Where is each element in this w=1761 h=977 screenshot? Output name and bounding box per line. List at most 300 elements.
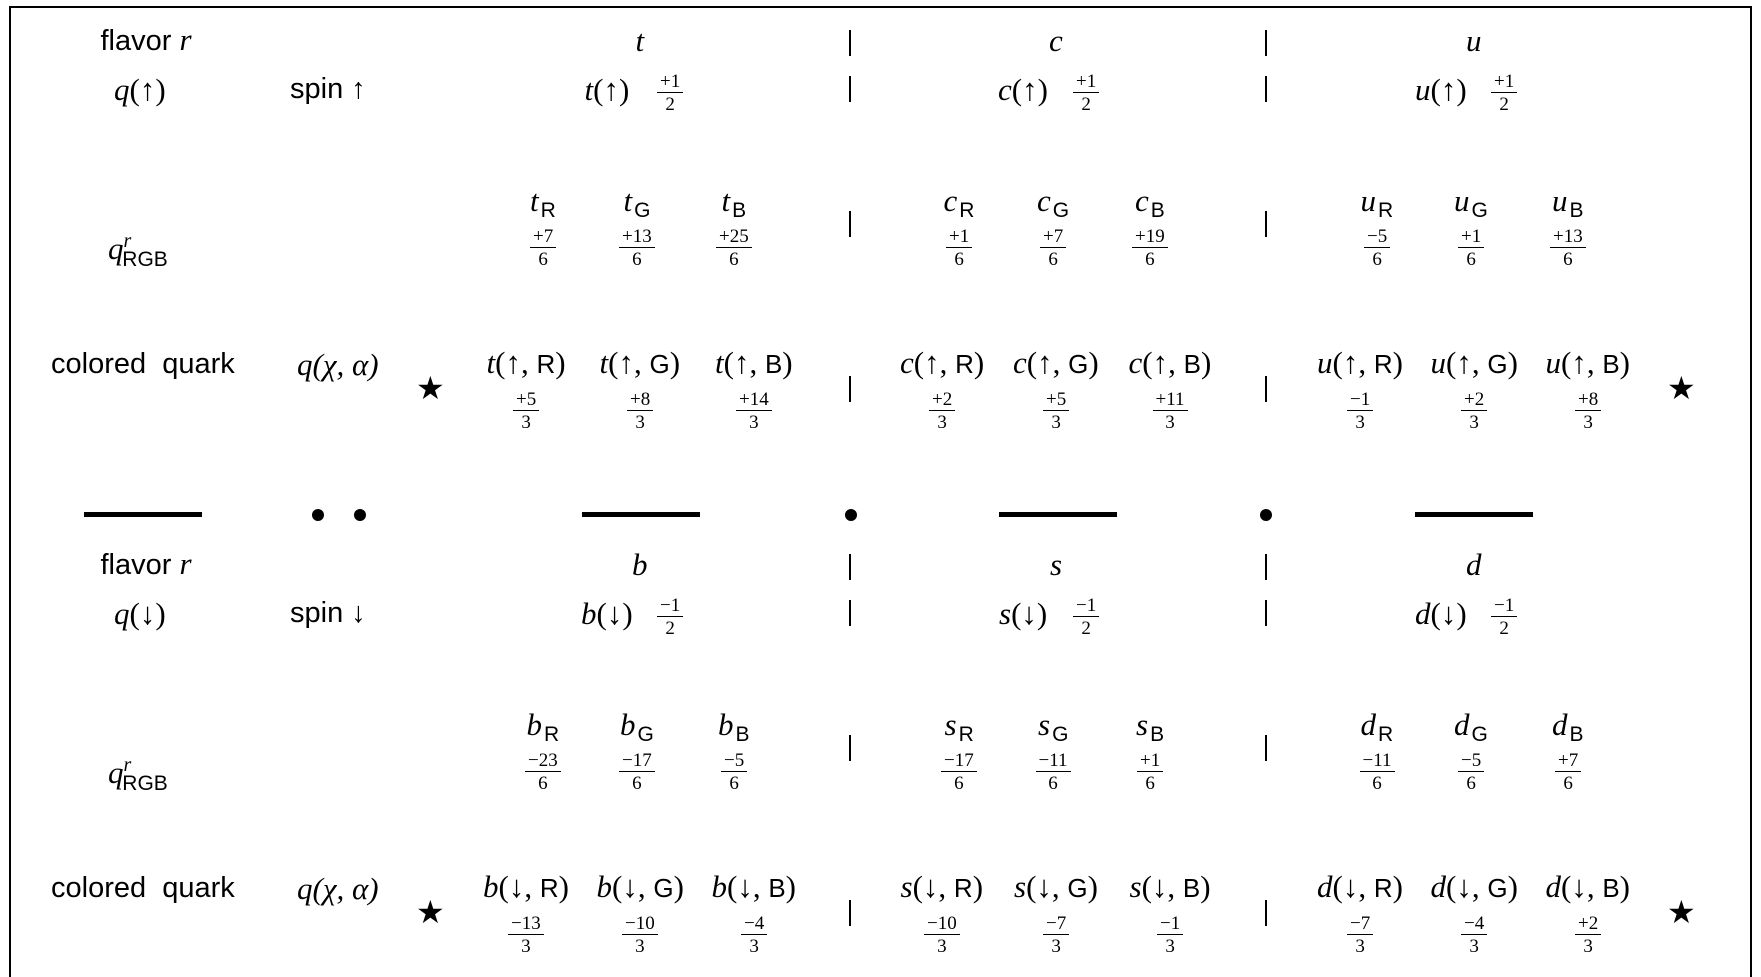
bottom-q-spin-label-flavor: q [114,595,130,631]
bottom-rgb-charge-sB [1137,751,1163,793]
top-separator-r0-c0 [849,30,851,56]
top-colored-t-1 [599,344,681,380]
bottom-colored-charge-s-0 [924,914,960,956]
bottom-rgb-sG-base: s [1038,706,1051,742]
top-star-right-icon: ★ [1667,369,1696,407]
bottom-colored-s-2-close: ) [1200,868,1211,904]
top-rgb-charge-tB-denominator: 6 [729,249,739,270]
top-rgb-charge-cB-denominator: 6 [1145,249,1155,270]
bottom-colored-charge-s-1-denominator: 3 [1051,936,1061,957]
divider-dot-1 [354,509,366,521]
top-rgb-cR-subscript: R [959,198,975,222]
bottom-rgb-charge-sR-denominator: 6 [954,773,964,794]
bottom-colored-s-0-flavor: s [900,868,913,904]
top-spin-state-c-flavor: c [998,71,1012,107]
top-colored-u-1-spin: (↑, [1446,344,1488,380]
top-colored-t-0-flavor: t [486,344,496,380]
top-spin-state-t-spin: (↑) [593,71,630,107]
top-colored-u-2 [1545,344,1631,380]
top-rgb-uG-base: u [1454,182,1470,218]
top-rgb-uB [1552,182,1584,222]
bottom-colored-b-0 [483,868,569,904]
top-rgb-tG-subscript: G [634,198,651,222]
top-rgb-cR [943,182,975,222]
bottom-rgb-charge-bB-denominator: 6 [729,773,739,794]
bottom-spin-charge-d-denominator: 2 [1499,618,1509,639]
bottom-separator-r1-c1 [1265,600,1267,626]
top-colored-u-0-close: ) [1392,344,1403,380]
bottom-colored-b-2-spin: (↓, [727,868,769,904]
divider-dot-2 [845,509,857,521]
top-colored-u-0-color: R [1373,348,1393,379]
top-star-left-icon: ★ [416,369,445,407]
top-colored-t-0-color: R [536,348,556,379]
top-rgb-cG [1037,182,1070,222]
top-rgb-charge-uR-numerator: −5 [1364,227,1390,248]
bottom-colored-d-1-color: G [1487,872,1508,903]
top-rgb-charge-cB [1132,227,1168,269]
top-separator-r3-c0 [849,376,851,402]
bottom-colored-s-1-spin: (↓, [1026,868,1068,904]
top-rgb-charge-cR [946,227,972,269]
top-rgb-charge-uB-numerator: +13 [1550,227,1586,248]
top-rgb-charge-uG [1458,227,1484,269]
top-q-spin-label-flavor: q [114,71,130,107]
top-rgb-charge-uB-denominator: 6 [1563,249,1573,270]
top-spin-charge-u [1491,72,1517,114]
bottom-spin-state-d [1415,595,1467,631]
bottom-colored-charge-s-2-numerator: −1 [1157,914,1183,935]
bottom-colored-b-1-flavor: b [596,868,612,904]
bottom-rgb-charge-dB [1555,751,1581,793]
divider-bar-3 [1415,512,1533,517]
top-q-chi-alpha-label: q(χ, α) [297,346,379,382]
bottom-colored-s-1 [1014,868,1098,904]
top-rgb-charge-cG [1040,227,1066,269]
top-colored-c-1-close: ) [1088,344,1099,380]
bottom-colored-charge-d-2 [1575,914,1601,956]
bottom-colored-b-0-color: R [539,872,559,903]
bottom-rgb-charge-dG-denominator: 6 [1466,773,1476,794]
bottom-colored-d-0-close: ) [1392,868,1403,904]
bottom-rgb-sB-base: s [1136,706,1149,742]
bottom-colored-b-2 [711,868,797,904]
bottom-rgb-sR-base: s [944,706,957,742]
bottom-rgb-bR [526,706,560,746]
top-colored-charge-u-1-numerator: +2 [1461,390,1487,411]
bottom-separator-r0-c1 [1265,554,1267,580]
top-colored-charge-t-0 [513,390,539,432]
bottom-colored-charge-b-2-numerator: −4 [741,914,767,935]
bottom-colored-d-2-flavor: d [1545,868,1561,904]
bottom-rgb-bG-subscript: G [637,722,654,746]
bottom-colored-charge-b-1-numerator: −10 [622,914,658,935]
top-separator-r0-c1 [1265,30,1267,56]
top-rgb-charge-uB [1550,227,1586,269]
top-colored-charge-t-2 [736,390,772,432]
top-colored-charge-c-0 [929,390,955,432]
top-colored-charge-u-1-denominator: 3 [1469,412,1479,433]
top-rgb-uR [1360,182,1394,222]
bottom-colored-b-1 [596,868,684,904]
top-qrgb-label [108,230,168,271]
bottom-colored-charge-d-2-numerator: +2 [1575,914,1601,935]
top-colored-charge-t-0-numerator: +5 [513,390,539,411]
bottom-colored-d-1 [1430,868,1518,904]
bottom-flavor-d: d [1466,546,1482,582]
bottom-spin-state-s [999,595,1048,631]
top-rgb-charge-cG-numerator: +7 [1040,227,1066,248]
bottom-rgb-charge-dB-numerator: +7 [1555,751,1581,772]
top-colored-charge-t-0-denominator: 3 [521,412,531,433]
bottom-spin-state-d-flavor: d [1415,595,1431,631]
bottom-rgb-dB [1552,706,1584,746]
bottom-rgb-charge-bG-denominator: 6 [632,773,642,794]
top-colored-u-2-color: B [1602,348,1620,379]
top-spin-state-u-flavor: u [1415,71,1431,107]
divider-dot-3 [1260,509,1272,521]
top-spin-label: spin ↑ [290,72,366,105]
bottom-rgb-dR [1360,706,1394,746]
top-rgb-charge-cR-denominator: 6 [954,249,964,270]
bottom-rgb-charge-sG [1036,751,1071,793]
bottom-rgb-bG [620,706,654,746]
bottom-colored-charge-b-0 [508,914,544,956]
top-colored-c-1-flavor: c [1013,344,1027,380]
top-spin-charge-t-denominator: 2 [665,94,675,115]
top-colored-charge-u-1 [1461,390,1487,432]
top-colored-t-1-flavor: t [599,344,609,380]
bottom-flavor-var: r [179,546,192,581]
bottom-colored-charge-s-1-numerator: −7 [1043,914,1069,935]
top-colored-t-1-close: ) [669,344,681,380]
bottom-colored-s-2-color: B [1182,872,1201,903]
top-spin-charge-c-denominator: 2 [1081,94,1091,115]
top-rgb-charge-tG [619,227,655,269]
bottom-rgb-dR-base: d [1360,706,1376,742]
top-spin-state-c-spin: (↑) [1011,71,1048,107]
top-colored-charge-c-1 [1043,390,1069,432]
bottom-colored-s-0-close: ) [972,868,984,904]
top-colored-charge-t-1-numerator: +8 [627,390,653,411]
bottom-colored-charge-b-0-denominator: 3 [521,936,531,957]
top-spin-state-t-flavor: t [584,71,594,107]
top-flavor-t: t [635,22,645,58]
bottom-rgb-charge-sB-denominator: 6 [1145,773,1155,794]
top-spin-charge-c-numerator: +1 [1073,72,1099,93]
top-colored-u-0 [1317,344,1403,380]
bottom-rgb-charge-dR-denominator: 6 [1372,773,1382,794]
bottom-rgb-bR-base: b [526,706,542,742]
bottom-colored-d-0-spin: (↓, [1332,868,1374,904]
bottom-rgb-bB-base: b [718,706,734,742]
top-colored-charge-u-0 [1347,390,1373,432]
bottom-rgb-charge-sG-denominator: 6 [1048,773,1058,794]
top-colored-t-1-color: G [649,348,670,379]
bottom-qrgb-base: q [108,755,124,790]
top-rgb-tB-subscript: B [732,198,747,222]
top-colored-t-2-spin: (↑, [723,344,765,380]
top-spin-state-t [584,71,630,107]
bottom-rgb-bB-subscript: B [735,722,750,746]
bottom-colored-s-2 [1129,868,1211,904]
bottom-rgb-sB-subscript: B [1150,722,1165,746]
bottom-colored-charge-s-2-denominator: 3 [1165,936,1175,957]
top-rgb-charge-tG-numerator: +13 [619,227,655,248]
bottom-colored-charge-d-1-numerator: −4 [1461,914,1487,935]
divider-bar-1 [582,512,700,517]
bottom-rgb-sR-subscript: R [958,722,974,746]
top-colored-t-2-color: B [764,348,783,379]
bottom-rgb-dG-subscript: G [1471,722,1488,746]
bottom-rgb-bB [718,706,750,746]
top-flavor-c: c [1049,22,1063,58]
bottom-colored-d-0 [1317,868,1403,904]
bottom-rgb-sG [1038,706,1069,746]
bottom-colored-charge-s-0-denominator: 3 [937,936,947,957]
bottom-colored-s-0 [900,868,984,904]
bottom-spin-charge-s-numerator: −1 [1073,596,1099,617]
bottom-rgb-dG [1454,706,1488,746]
top-rgb-uR-subscript: R [1378,198,1394,222]
bottom-star-right-icon: ★ [1667,893,1696,931]
top-colored-charge-c-2-denominator: 3 [1165,412,1175,433]
top-rgb-charge-tR-denominator: 6 [538,249,548,270]
top-colored-charge-u-2-denominator: 3 [1583,412,1593,433]
bottom-colored-s-2-spin: (↓, [1141,868,1183,904]
top-colored-charge-c-1-denominator: 3 [1051,412,1061,433]
top-separator-r1-c0 [849,76,851,102]
bottom-rgb-charge-bG-numerator: −17 [619,751,655,772]
bottom-colored-b-0-close: ) [558,868,569,904]
bottom-colored-b-0-spin: (↓, [498,868,540,904]
top-spin-charge-u-numerator: +1 [1491,72,1517,93]
top-rgb-tB [721,182,747,222]
bottom-colored-b-1-close: ) [673,868,684,904]
divider-bar-0 [84,512,202,517]
bottom-colored-b-2-close: ) [785,868,796,904]
top-rgb-charge-tR [530,227,556,269]
bottom-separator-r1-c0 [849,600,851,626]
bottom-separator-r3-c1 [1265,900,1267,926]
top-colored-c-2-close: ) [1200,344,1212,380]
bottom-rgb-dB-subscript: B [1569,722,1584,746]
bottom-rgb-charge-bB-numerator: −5 [721,751,747,772]
bottom-qrgb-label [108,754,168,795]
top-colored-c-0-color: R [955,348,974,379]
bottom-rgb-charge-dR [1360,751,1395,793]
divider-bar-2 [999,512,1117,517]
top-colored-c-0-flavor: c [900,344,914,380]
top-rgb-charge-uG-denominator: 6 [1466,249,1476,270]
bottom-spin-charge-b-denominator: 2 [665,618,675,639]
top-colored-charge-c-0-denominator: 3 [937,412,947,433]
bottom-flavor-label [101,548,192,580]
top-q-spin-label [114,71,166,107]
top-spin-charge-t [657,72,683,114]
top-colored-c-2 [1128,344,1212,380]
top-colored-charge-u-2-numerator: +8 [1575,390,1601,411]
top-colored-charge-c-2 [1153,390,1188,432]
bottom-rgb-charge-dG-numerator: −5 [1458,751,1484,772]
top-spin-state-u [1415,71,1467,107]
bottom-rgb-dB-base: d [1552,706,1568,742]
top-rgb-tR-base: t [530,182,539,218]
top-colored-c-2-flavor: c [1128,344,1143,380]
bottom-spin-charge-s-denominator: 2 [1081,618,1091,639]
top-colored-charge-t-2-numerator: +14 [736,390,772,411]
bottom-qrgb-sup: r [123,754,132,776]
bottom-star-left-icon: ★ [416,893,445,931]
bottom-colored-s-1-color: G [1067,872,1088,903]
bottom-spin-label: spin ↓ [290,596,366,629]
top-colored-u-1-close: ) [1507,344,1518,380]
bottom-spin-state-s-spin: (↓) [1011,595,1048,631]
top-colored-charge-t-1-denominator: 3 [635,412,645,433]
top-colored-charge-u-0-denominator: 3 [1355,412,1365,433]
bottom-rgb-bG-base: b [620,706,636,742]
top-rgb-tB-base: t [721,182,731,218]
bottom-colored-b-1-spin: (↓, [612,868,654,904]
bottom-rgb-charge-bR-numerator: −23 [525,751,561,772]
top-colored-quark-label: colored quark [51,347,235,380]
top-colored-charge-c-0-numerator: +2 [929,390,955,411]
top-flavor-word: flavor [100,25,180,57]
bottom-spin-state-b-flavor: b [581,595,597,631]
bottom-rgb-charge-bB [721,751,747,793]
bottom-separator-r2-c1 [1265,735,1267,761]
bottom-rgb-charge-bG [619,751,655,793]
top-flavor-label [101,24,192,56]
top-qrgb-sub: RGB [122,248,168,271]
top-qrgb-base: q [108,231,124,266]
top-colored-u-1-flavor: u [1430,344,1446,380]
bottom-separator-r0-c0 [849,554,851,580]
bottom-colored-d-2-color: B [1602,872,1620,903]
bottom-rgb-charge-sG-numerator: −11 [1036,751,1071,772]
top-colored-c-1 [1013,344,1099,380]
top-colored-t-2-flavor: t [715,344,724,380]
top-separator-r1-c1 [1265,76,1267,102]
bottom-rgb-charge-bR-denominator: 6 [538,773,548,794]
bottom-rgb-bR-subscript: R [544,722,560,746]
bottom-colored-charge-s-2 [1157,914,1183,956]
top-rgb-charge-cG-denominator: 6 [1048,249,1058,270]
top-colored-t-2-close: ) [782,344,793,380]
bottom-colored-s-2-flavor: s [1129,868,1142,904]
bottom-spin-state-d-spin: (↓) [1430,595,1467,631]
top-spin-charge-c [1073,72,1099,114]
bottom-rgb-dR-subscript: R [1378,722,1394,746]
bottom-colored-d-2 [1545,868,1631,904]
bottom-colored-s-0-spin: (↓, [912,868,954,904]
top-colored-t-0 [486,344,566,380]
bottom-colored-quark-label: colored quark [51,871,235,904]
bottom-flavor-b: b [632,546,648,582]
top-rgb-uG-subscript: G [1471,198,1488,222]
top-rgb-cR-base: c [943,182,958,218]
top-colored-c-0 [900,344,985,380]
bottom-flavor-word: flavor [100,549,180,581]
bottom-colored-s-0-color: R [953,872,973,903]
bottom-rgb-charge-sB-numerator: +1 [1137,751,1163,772]
bottom-spin-charge-b-numerator: −1 [657,596,683,617]
bottom-colored-b-2-flavor: b [711,868,727,904]
bottom-colored-b-2-color: B [768,872,786,903]
top-rgb-charge-tG-denominator: 6 [632,249,642,270]
bottom-colored-charge-d-0 [1347,914,1373,956]
top-spin-state-c [998,71,1048,107]
divider-dot-0 [312,509,324,521]
top-separator-r2-c0 [849,211,851,237]
bottom-colored-d-1-spin: (↓, [1446,868,1488,904]
bottom-q-spin-label [114,595,166,631]
bottom-colored-charge-d-0-denominator: 3 [1355,936,1365,957]
top-rgb-charge-tR-numerator: +7 [530,227,556,248]
bottom-separator-r2-c0 [849,735,851,761]
bottom-q-chi-alpha-label: q(χ, α) [297,870,379,906]
bottom-colored-charge-d-1-denominator: 3 [1469,936,1479,957]
bottom-colored-charge-b-0-numerator: −13 [508,914,544,935]
top-colored-t-0-spin: (↑, [495,344,537,380]
top-rgb-uB-base: u [1552,182,1568,218]
bottom-spin-charge-d-numerator: −1 [1491,596,1517,617]
bottom-separator-r3-c0 [849,900,851,926]
bottom-rgb-charge-sR-numerator: −17 [941,751,977,772]
top-colored-charge-u-2 [1575,390,1601,432]
bottom-colored-b-1-color: G [653,872,674,903]
bottom-spin-charge-b [657,596,683,638]
top-colored-charge-c-2-numerator: +11 [1153,390,1188,411]
top-rgb-cG-base: c [1037,182,1051,218]
top-colored-t-1-spin: (↑, [608,344,650,380]
top-rgb-charge-tB-numerator: +25 [716,227,752,248]
top-rgb-cB [1135,182,1165,222]
bottom-colored-charge-s-1 [1043,914,1069,956]
top-colored-t-2 [715,344,793,380]
bottom-rgb-charge-dR-numerator: −11 [1360,751,1395,772]
bottom-flavor-s: s [1050,546,1063,582]
bottom-colored-s-1-flavor: s [1014,868,1027,904]
top-colored-charge-t-2-denominator: 3 [749,412,759,433]
bottom-spin-charge-d [1491,596,1517,638]
bottom-rgb-sG-subscript: G [1052,722,1069,746]
bottom-rgb-charge-bR [525,751,561,793]
top-colored-u-1-color: G [1487,348,1508,379]
top-spin-charge-t-numerator: +1 [657,72,683,93]
top-rgb-cG-subscript: G [1052,198,1070,222]
top-flavor-u: u [1466,22,1482,58]
top-flavor-var: r [179,22,192,57]
top-rgb-uG [1454,182,1488,222]
top-spin-charge-u-denominator: 2 [1499,94,1509,115]
top-rgb-tG-base: t [623,182,633,218]
top-separator-r2-c1 [1265,211,1267,237]
top-separator-r3-c1 [1265,376,1267,402]
bottom-colored-charge-b-2 [741,914,767,956]
top-colored-c-1-spin: (↑, [1026,344,1069,380]
top-colored-charge-t-1 [627,390,653,432]
bottom-colored-d-1-flavor: d [1430,868,1446,904]
top-colored-c-2-color: B [1183,348,1201,379]
top-rgb-charge-cB-numerator: +19 [1132,227,1168,248]
bottom-colored-charge-s-0-numerator: −10 [924,914,960,935]
top-rgb-charge-cR-numerator: +1 [946,227,972,248]
top-colored-charge-c-1-numerator: +5 [1043,390,1069,411]
top-colored-c-2-spin: (↑, [1142,344,1184,380]
top-rgb-cB-subscript: B [1150,198,1165,222]
top-colored-charge-u-0-numerator: −1 [1347,390,1373,411]
